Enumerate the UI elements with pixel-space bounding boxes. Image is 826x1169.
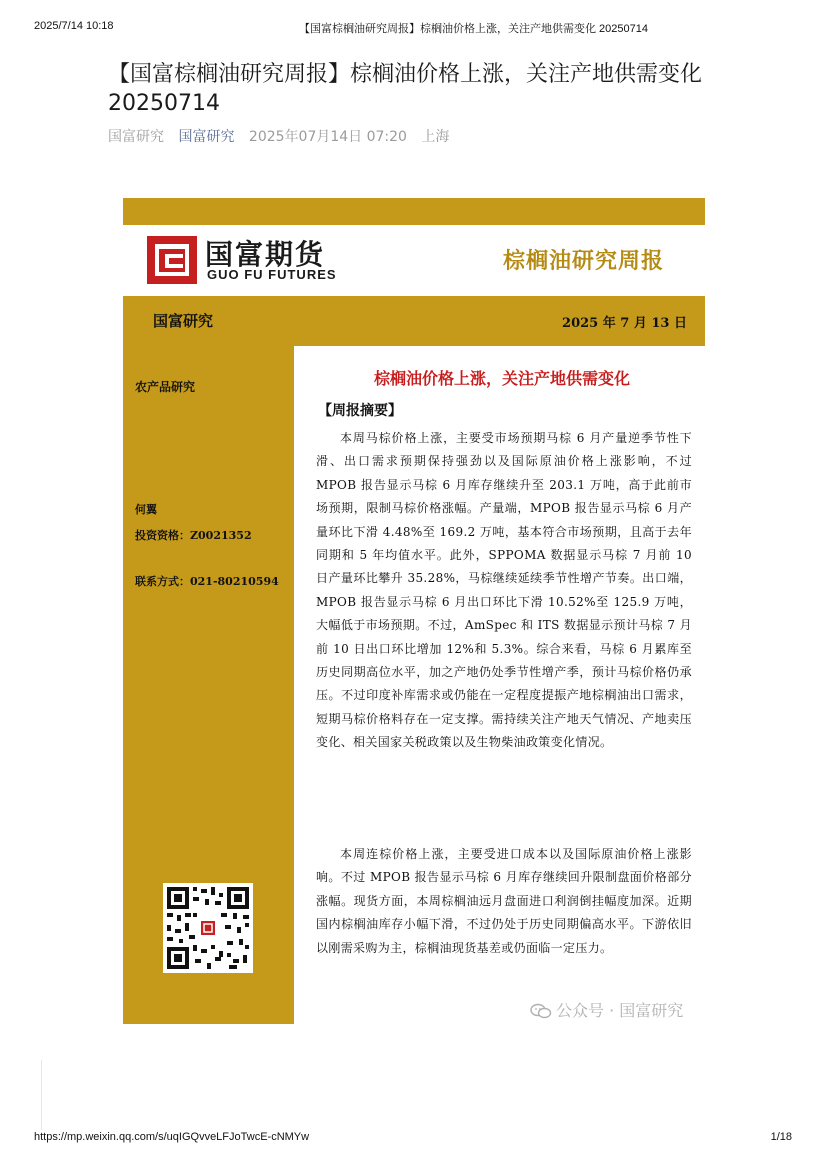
summary-paragraph-2: 本周连棕价格上涨，主要受进口成本以及国际原油价格上涨影响。不过 MPOB 报告显示马棕 6 月库存继续回升限制盘面价格部分涨幅。现货方面，本周棕榈油远月盘面进口利润倒挂幅度加深。近期国内棕榈油库存小幅下滑，不过仍处于历史同期偏高水平。下游依旧以刚需采购为主，棕榈油现货基差或仍面临一定压力。 xyxy=(316,847,692,955)
report-category: 农产品研究 xyxy=(135,380,196,394)
wechat-icon xyxy=(530,1003,552,1019)
author-name: 国富研究 xyxy=(108,129,164,145)
qr-code-icon xyxy=(163,883,253,973)
logo-name-cn: 国富期货 xyxy=(205,238,326,271)
report-cover-image xyxy=(123,198,705,1024)
publish-location: 上海 xyxy=(421,129,450,145)
company-logo-icon xyxy=(147,236,197,284)
summary-paragraph-1: 本周马棕价格上涨，主要受市场预期马棕 6 月产量逆季节性下滑、出口需求预期保持强劲以及国际原油价格上涨影响，不过 MPOB 报告显示马棕 6 月库存继续升至 203.1 万吨，高于此前市场预期，限制马棕价格涨幅。产量端，MPOB 报告显示马棕 6 月产量环比下滑 4.48%至 169.2 万吨，基本符合市场预期，且高于去年同期和 5 年均值水平。此外，SPPOMA 数据显示马棕 7 月前 10 日产量环比攀升 35.28%，马棕继续延续季节性增产节奏。出口端，MPOB 报告显示马棕 6 月出口环比下滑 10.52%至 125.9 万吨，大幅低于市场预期。不过，AmSpec 和 ITS 数据显示预计马棕 7 月前 10 日出口环比增加 12%和 5.3%。综合来看，马棕 6 月累库至历史同期高位水平，加之产地仍处季节性增产季，预计马棕价格仍承压。不过印度补库需求或仍能在一定程度提振产地棕榈油出口需求，短期马棕价格料存在一定支撑。需持续关注产地天气情况、产地卖压变化、相关国家关税政策以及生物柴油政策变化情况。 xyxy=(316,431,692,750)
print-page-number: 1/18 xyxy=(770,1131,792,1143)
page-margin-rule xyxy=(41,1060,42,1130)
article-meta xyxy=(108,126,459,146)
watermark-text: 公众号 · 国富研究 xyxy=(556,1001,684,1020)
print-url: https://mp.weixin.qq.com/s/uqIGQvveLFJoTwcE-cNMYw xyxy=(34,1131,310,1143)
analyst-cert: 投资资格：Z0021352 xyxy=(135,529,252,542)
analyst-contact: 联系方式：021-80210594 xyxy=(135,575,279,588)
summary-heading: 【周报摘要】 xyxy=(318,403,402,419)
account-link[interactable]: 国富研究 xyxy=(178,129,235,145)
top-gold-band xyxy=(123,198,705,225)
section-label: 国富研究 xyxy=(153,312,214,330)
print-footer xyxy=(34,1131,792,1147)
article-title: 【国富棕榈油研究周报】棕榈油价格上涨，关注产地供需变化 20250714 xyxy=(108,62,703,116)
report-date: 2025 年 7 月 13 日 xyxy=(562,316,687,331)
report-sidebar xyxy=(123,346,294,1024)
logo-name-en: GUO FU FUTURES xyxy=(207,267,337,282)
print-header xyxy=(34,20,792,36)
analyst-name: 何翼 xyxy=(135,503,157,516)
report-headline: 棕榈油价格上涨，关注产地供需变化 xyxy=(373,369,630,388)
wechat-watermark xyxy=(530,998,683,1021)
weekly-report-title: 棕榈油研究周报 xyxy=(503,248,665,274)
section-band xyxy=(123,296,705,346)
print-timestamp: 2025/7/14 10:18 xyxy=(34,20,114,32)
print-title: 【国富棕榈油研究周报】棕榈油价格上涨，关注产地供需变化 20250714 xyxy=(299,23,648,35)
publish-datetime: 2025年07月14日 07:20 xyxy=(248,129,407,145)
